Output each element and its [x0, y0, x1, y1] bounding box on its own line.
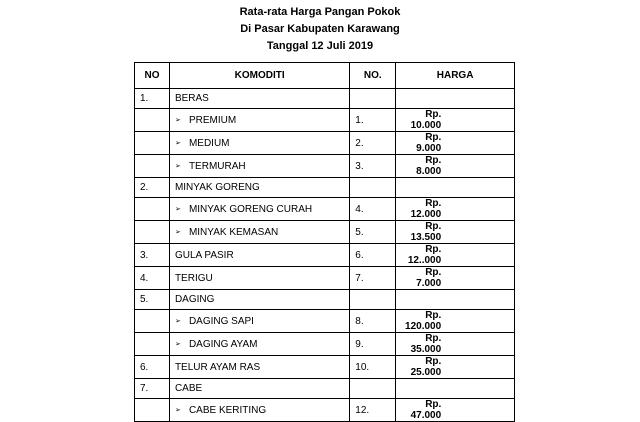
- header-harga: HARGA: [396, 63, 515, 89]
- commodity-cell: [169, 290, 349, 310]
- currency-label: Rp.: [425, 155, 442, 166]
- commodity-label: DAGING SAPI: [188, 315, 254, 327]
- table-row: [135, 333, 515, 356]
- price-value: 7.000: [416, 278, 442, 289]
- table-row: [135, 221, 515, 244]
- row-number: [135, 198, 170, 221]
- price-cell: [396, 109, 515, 132]
- commodity-label: TERIGU: [174, 272, 213, 284]
- commodity-label: TELUR AYAM RAS: [174, 361, 261, 373]
- table-row: [135, 178, 515, 198]
- currency-label: Rp.: [425, 132, 442, 143]
- commodity-label: MINYAK GORENG: [174, 182, 260, 193]
- row-number: 1.: [135, 89, 170, 109]
- price-value: 9.000: [416, 143, 442, 154]
- table-body: [135, 89, 515, 422]
- price-cell: [396, 399, 515, 422]
- commodity-label: MINYAK KEMASAN: [188, 226, 279, 238]
- commodity-label: PREMIUM: [188, 114, 237, 126]
- price-cell: [396, 310, 515, 333]
- price-cell: [396, 198, 515, 221]
- table-row: [135, 109, 515, 132]
- table-row: [135, 399, 515, 422]
- document-title: [0, 4, 640, 55]
- arrow-bullet-icon: ➢: [174, 139, 181, 147]
- price-value: 120.000: [405, 321, 442, 332]
- commodity-label: BERAS: [174, 93, 209, 104]
- price-value: 12..000: [407, 255, 442, 266]
- commodity-cell: [169, 379, 349, 399]
- item-number: 2.: [350, 132, 396, 155]
- commodity-cell: [169, 109, 349, 132]
- commodity-label: MINYAK GORENG CURAH: [188, 203, 313, 215]
- price-table: [134, 62, 515, 422]
- commodity-cell: [169, 399, 349, 422]
- row-number: [135, 109, 170, 132]
- item-number: [350, 379, 396, 399]
- commodity-cell: [169, 155, 349, 178]
- price-cell: [396, 89, 515, 109]
- arrow-bullet-icon: ➢: [174, 340, 181, 348]
- table-row: [135, 379, 515, 399]
- price-cell: [396, 178, 515, 198]
- currency-label: Rp.: [425, 333, 442, 344]
- item-number: 4.: [350, 198, 396, 221]
- price-cell: [396, 379, 515, 399]
- item-number: [350, 89, 396, 109]
- currency-label: Rp.: [425, 221, 442, 232]
- title-line-2: Di Pasar Kabupaten Karawang: [240, 23, 400, 35]
- commodity-cell: [169, 333, 349, 356]
- table-row: [135, 267, 515, 290]
- item-number: 12.: [350, 399, 396, 422]
- commodity-label: TERMURAH: [188, 160, 246, 172]
- title-line-3: Tanggal 12 Juli 2019: [266, 40, 374, 52]
- commodity-cell: [169, 310, 349, 333]
- arrow-bullet-icon: ➢: [174, 406, 181, 414]
- price-cell: [396, 155, 515, 178]
- item-number: 5.: [350, 221, 396, 244]
- table-row: [135, 89, 515, 109]
- header-komoditi: KOMODITI: [169, 63, 349, 89]
- currency-label: Rp.: [425, 198, 442, 209]
- price-cell: [396, 333, 515, 356]
- price-cell: [396, 356, 515, 379]
- header-no2: NO.: [350, 63, 396, 89]
- row-number: [135, 155, 170, 178]
- row-number: [135, 333, 170, 356]
- item-number: 9.: [350, 333, 396, 356]
- item-number: [350, 178, 396, 198]
- row-number: 4.: [135, 267, 170, 290]
- price-value: 10.000: [410, 120, 442, 131]
- commodity-label: GULA PASIR: [174, 249, 234, 261]
- price-value: 25.000: [410, 367, 442, 378]
- item-number: 1.: [350, 109, 396, 132]
- row-number: 6.: [135, 356, 170, 379]
- table-row: [135, 310, 515, 333]
- table-row: [135, 132, 515, 155]
- item-number: 6.: [350, 244, 396, 267]
- price-cell: [396, 267, 515, 290]
- row-number: 7.: [135, 379, 170, 399]
- title-line-1: Rata-rata Harga Pangan Pokok: [239, 6, 401, 18]
- arrow-bullet-icon: ➢: [174, 205, 181, 213]
- price-cell: [396, 221, 515, 244]
- currency-label: Rp.: [425, 267, 442, 278]
- currency-label: Rp.: [425, 310, 442, 321]
- row-number: 5.: [135, 290, 170, 310]
- currency-label: Rp.: [425, 399, 442, 410]
- commodity-label: CABE KERITING: [188, 404, 267, 416]
- commodity-cell: [169, 356, 349, 379]
- commodity-label: CABE: [174, 383, 203, 394]
- arrow-bullet-icon: ➢: [174, 116, 181, 124]
- commodity-cell: [169, 244, 349, 267]
- arrow-bullet-icon: ➢: [174, 228, 181, 236]
- currency-label: Rp.: [425, 356, 442, 367]
- table-row: [135, 198, 515, 221]
- row-number: 2.: [135, 178, 170, 198]
- row-number: 3.: [135, 244, 170, 267]
- commodity-cell: [169, 178, 349, 198]
- commodity-cell: [169, 221, 349, 244]
- price-cell: [396, 132, 515, 155]
- arrow-bullet-icon: ➢: [174, 317, 181, 325]
- row-number: [135, 221, 170, 244]
- price-cell: [396, 290, 515, 310]
- currency-label: Rp.: [425, 244, 442, 255]
- row-number: [135, 399, 170, 422]
- item-number: 7.: [350, 267, 396, 290]
- currency-label: Rp.: [425, 109, 442, 120]
- commodity-cell: [169, 198, 349, 221]
- commodity-cell: [169, 267, 349, 290]
- arrow-bullet-icon: ➢: [174, 162, 181, 170]
- header-no: NO: [135, 63, 170, 89]
- price-value: 12.000: [410, 209, 442, 220]
- table-row: [135, 356, 515, 379]
- item-number: [350, 290, 396, 310]
- commodity-label: DAGING: [174, 294, 215, 305]
- price-cell: [396, 244, 515, 267]
- table-row: [135, 155, 515, 178]
- price-value: 13.500: [410, 232, 442, 243]
- row-number: [135, 310, 170, 333]
- item-number: 8.: [350, 310, 396, 333]
- commodity-cell: [169, 132, 349, 155]
- commodity-cell: [169, 89, 349, 109]
- price-value: 47.000: [410, 410, 442, 421]
- item-number: 3.: [350, 155, 396, 178]
- commodity-label: MEDIUM: [188, 137, 230, 149]
- table-header-row: [135, 63, 515, 89]
- table-row: [135, 290, 515, 310]
- price-value: 8.000: [416, 166, 442, 177]
- commodity-label: DAGING AYAM: [188, 338, 258, 350]
- price-value: 35.000: [410, 344, 442, 355]
- item-number: 10.: [350, 356, 396, 379]
- row-number: [135, 132, 170, 155]
- table-row: [135, 244, 515, 267]
